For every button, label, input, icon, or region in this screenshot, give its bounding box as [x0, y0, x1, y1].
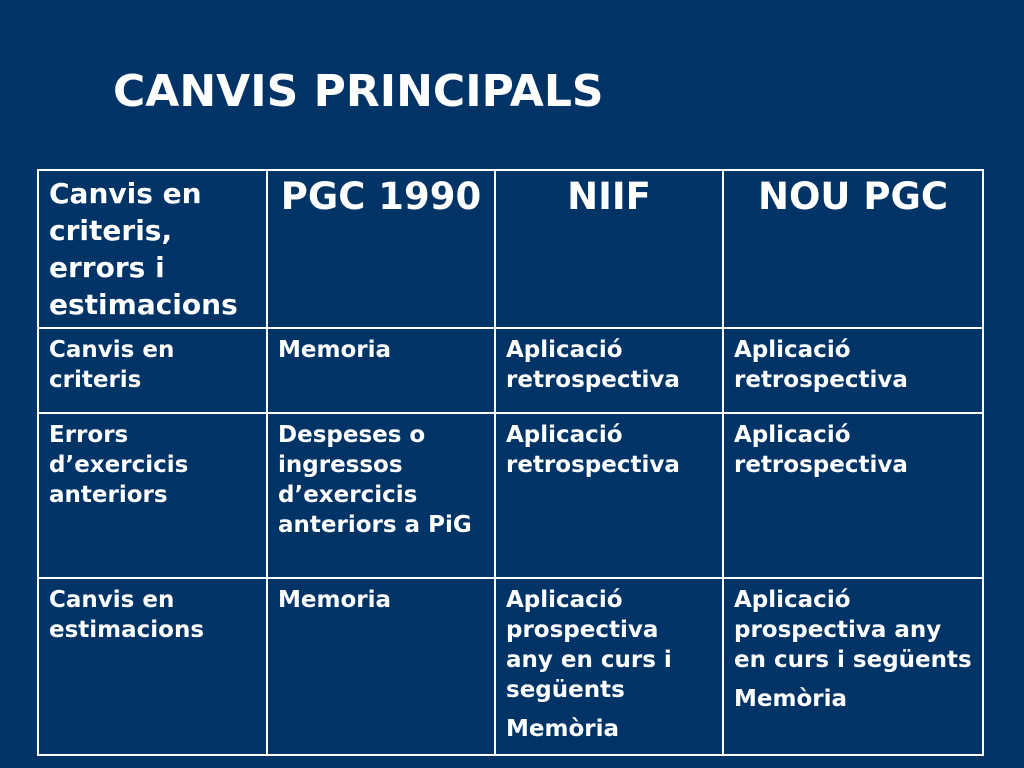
table-row — [38, 328, 983, 413]
header-cell-niif: NIIF — [495, 170, 723, 328]
row-label-cell: Errors d’exercicis anteriors — [38, 413, 267, 578]
nou-pgc-cell-text: Aplicació prospectiva any en curs i següents — [734, 587, 972, 673]
table-row — [38, 413, 983, 578]
pgc1990-cell: Despeses o ingressos d’exercicis anteriors a PiG — [267, 413, 495, 578]
comparison-table — [37, 169, 984, 756]
table-header-row — [38, 170, 983, 328]
niif-cell-note: Memòria — [506, 716, 620, 742]
niif-cell-text: Aplicació prospectiva any en curs i següents — [506, 587, 672, 703]
nou-pgc-cell-note: Memòria — [734, 686, 848, 712]
slide-title: CANVIS PRINCIPALS — [113, 66, 604, 117]
table-row — [38, 578, 983, 755]
pgc1990-cell: Memoria — [267, 328, 495, 413]
niif-cell — [495, 578, 723, 755]
row-label-cell: Canvis en criteris — [38, 328, 267, 413]
nou-pgc-cell — [723, 578, 983, 755]
nou-pgc-cell: Aplicació retrospectiva — [723, 413, 983, 578]
nou-pgc-cell: Aplicació retrospectiva — [723, 328, 983, 413]
niif-cell: Aplicació retrospectiva — [495, 413, 723, 578]
header-cell-category: Canvis en criteris, errors i estimacions — [38, 170, 267, 328]
niif-cell: Aplicació retrospectiva — [495, 328, 723, 413]
row-label-cell: Canvis en estimacions — [38, 578, 267, 755]
header-cell-pgc-1990: PGC 1990 — [267, 170, 495, 328]
pgc1990-cell: Memoria — [267, 578, 495, 755]
header-cell-nou-pgc: NOU PGC — [723, 170, 983, 328]
